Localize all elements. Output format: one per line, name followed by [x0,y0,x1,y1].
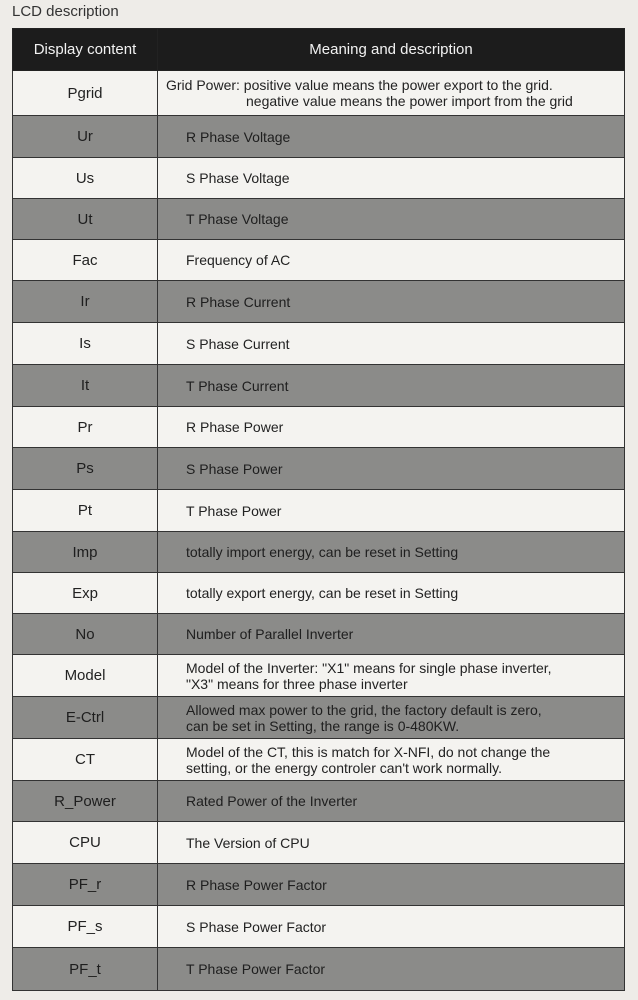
display-content-cell: Pr [13,407,158,448]
description-line-1: T Phase Power Factor [186,961,326,977]
description-cell [158,407,625,448]
description-cell [158,448,625,490]
column-header-meaning: Meaning and description [158,29,625,71]
column-header-display-content: Display content [13,29,158,71]
display-content-cell: Pt [13,490,158,532]
description-cell [158,948,625,991]
description-cell [158,490,625,532]
table-row [13,614,625,655]
table-row [13,822,625,864]
table-row [13,697,625,739]
table-row [13,323,625,365]
display-content-cell: Ur [13,116,158,158]
description-cell [158,739,625,781]
description-line-1: R Phase Power [186,419,284,435]
description-cell [158,781,625,822]
display-content-cell: Model [13,655,158,697]
description-line-1: S Phase Voltage [186,170,290,186]
description-cell [158,697,625,739]
table-row [13,490,625,532]
display-content-cell: PF_s [13,906,158,948]
description-line-1: Number of Parallel Inverter [186,626,354,642]
table-row [13,365,625,407]
description-cell [158,158,625,199]
description-line-1: Model of the Inverter: "X1" means for single phase inverter, [186,659,552,676]
display-content-cell: Pgrid [13,71,158,116]
table-row [13,281,625,323]
description-line-1: totally export energy, can be reset in Setting [186,585,459,601]
table-row [13,532,625,573]
description-cell [158,864,625,906]
table-row [13,739,625,781]
description-line-1: T Phase Voltage [186,211,289,227]
display-content-cell: PF_r [13,864,158,906]
display-content-cell: Imp [13,532,158,573]
table-row [13,199,625,240]
description-cell [158,116,625,158]
description-line-1: S Phase Current [186,335,290,352]
description-line-2: negative value means the power import from the grid [246,93,573,109]
display-content-cell: No [13,614,158,655]
table-row [13,906,625,948]
display-content-cell: Ir [13,281,158,323]
table-row [13,71,625,116]
display-content-cell: CT [13,739,158,781]
description-line-1: T Phase Current [186,377,289,394]
description-line-1: totally import energy, can be reset in Setting [186,544,459,560]
description-line-1: R Phase Power Factor [186,876,327,893]
table-row [13,948,625,991]
description-cell [158,199,625,240]
table-row [13,240,625,281]
description-cell [158,822,625,864]
display-content-cell: It [13,365,158,407]
lcd-description-table [12,28,625,991]
description-cell [158,532,625,573]
table-row [13,573,625,614]
description-line-2: can be set in Setting, the range is 0-480KW. [186,717,460,734]
description-line-2: "X3" means for three phase inverter [186,675,408,692]
table-row [13,655,625,697]
table-row [13,116,625,158]
table-header-row [13,29,625,71]
display-content-cell: Ps [13,448,158,490]
description-line-2: setting, or the energy controler can't work normally. [186,759,502,776]
description-cell [158,281,625,323]
description-line-1: R Phase Voltage [186,128,291,145]
description-line-1: S Phase Power Factor [186,918,327,935]
description-line-1: The Version of CPU [186,834,310,851]
description-line-1: Allowed max power to the grid, the factory default is zero, [186,701,542,718]
description-cell [158,240,625,281]
description-cell [158,906,625,948]
description-line-1: Rated Power of the Inverter [186,793,358,809]
table-row [13,158,625,199]
display-content-cell: PF_t [13,948,158,991]
description-line-1: T Phase Power [186,502,282,519]
description-cell [158,365,625,407]
table-row [13,864,625,906]
description-cell [158,323,625,365]
description-line-1: Grid Power: positive value means the power export to the grid. [166,77,553,93]
display-content-cell: R_Power [13,781,158,822]
display-content-cell: Exp [13,573,158,614]
description-cell [158,614,625,655]
description-cell [158,573,625,614]
table-row [13,407,625,448]
display-content-cell: Ut [13,199,158,240]
description-line-1: S Phase Power [186,460,283,477]
table-row [13,448,625,490]
table-body [13,71,625,991]
display-content-cell: CPU [13,822,158,864]
description-line-1: Model of the CT, this is match for X-NFI, do not change the [186,743,551,760]
description-cell [158,655,625,697]
display-content-cell: Is [13,323,158,365]
display-content-cell: Fac [13,240,158,281]
page-title: LCD description [12,3,119,20]
display-content-cell: Us [13,158,158,199]
table-row [13,781,625,822]
display-content-cell: E-Ctrl [13,697,158,739]
description-line-1: Frequency of AC [186,252,291,268]
description-line-1: R Phase Current [186,293,291,310]
description-cell [158,71,625,116]
